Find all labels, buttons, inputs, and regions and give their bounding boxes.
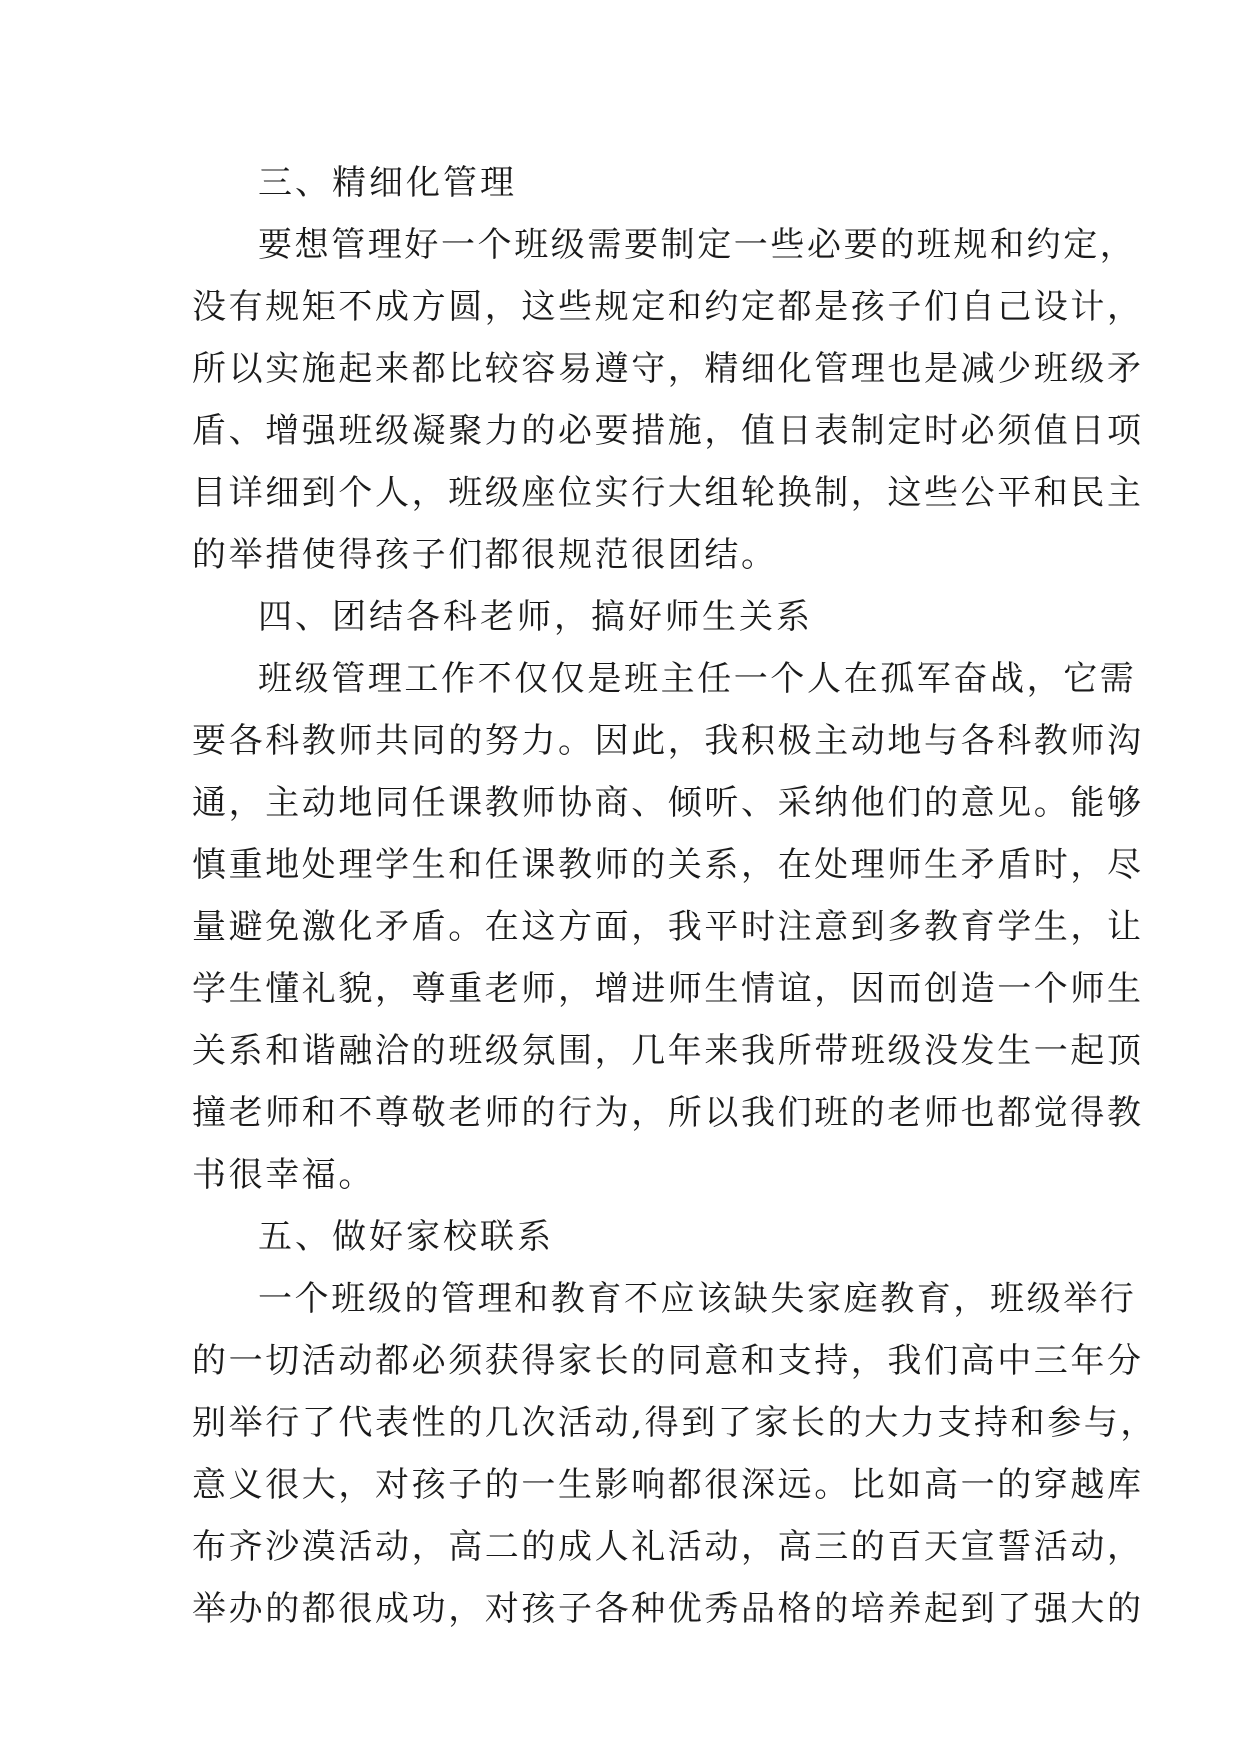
document-page xyxy=(192,152,1158,1640)
section-heading: 四、团结各科老师，搞好师生关系 xyxy=(258,597,813,637)
paragraph-line: 的一切活动都必须获得家长的同意和支持，我们高中三年分 xyxy=(192,1341,1144,1381)
paragraph-line: 要各科教师共同的努力。因此，我积极主动地与各科教师沟 xyxy=(192,721,1144,761)
paragraph-line: 量避免激化矛盾。在这方面，我平时注意到多教育学生，让 xyxy=(192,907,1144,947)
paragraph-line: 盾、增强班级凝聚力的必要措施，值日表制定时必须值日项 xyxy=(192,411,1144,451)
paragraph-line: 通，主动地同任课教师协商、倾听、采纳他们的意见。能够 xyxy=(192,783,1144,823)
paragraph-line: 的举措使得孩子们都很规范很团结。 xyxy=(192,535,778,575)
paragraph-line: 撞老师和不尊敬老师的行为，所以我们班的老师也都觉得教 xyxy=(192,1093,1144,1133)
paragraph-line: 举办的都很成功，对孩子各种优秀品格的培养起到了强大的 xyxy=(192,1589,1144,1629)
paragraph-line: 书很幸福。 xyxy=(192,1155,375,1195)
paragraph-line: 目详细到个人，班级座位实行大组轮换制，这些公平和民主 xyxy=(192,473,1144,513)
paragraph-line: 学生懂礼貌，尊重老师，增进师生情谊，因而创造一个师生 xyxy=(192,969,1144,1009)
paragraph-line: 慎重地处理学生和任课教师的关系，在处理师生矛盾时，尽 xyxy=(192,845,1144,885)
section-heading: 五、做好家校联系 xyxy=(258,1217,554,1257)
section-heading: 三、精细化管理 xyxy=(258,163,517,203)
paragraph-line: 关系和谐融洽的班级氛围，几年来我所带班级没发生一起顶 xyxy=(192,1031,1144,1071)
paragraph-line: 没有规矩不成方圆，这些规定和约定都是孩子们自己设计， xyxy=(192,287,1144,327)
paragraph-line: 班级管理工作不仅仅是班主任一个人在孤军奋战，它需 xyxy=(258,659,1137,699)
paragraph-line: 要想管理好一个班级需要制定一些必要的班规和约定， xyxy=(258,225,1137,265)
paragraph-line: 布齐沙漠活动，高二的成人礼活动，高三的百天宣誓活动， xyxy=(192,1527,1144,1567)
paragraph-line: 一个班级的管理和教育不应该缺失家庭教育，班级举行 xyxy=(258,1279,1137,1319)
paragraph-line: 意义很大，对孩子的一生影响都很深远。比如高一的穿越库 xyxy=(192,1465,1144,1505)
paragraph-line: 别举行了代表性的几次活动,得到了家长的大力支持和参与， xyxy=(192,1403,1158,1443)
paragraph-line: 所以实施起来都比较容易遵守，精细化管理也是减少班级矛 xyxy=(192,349,1144,389)
